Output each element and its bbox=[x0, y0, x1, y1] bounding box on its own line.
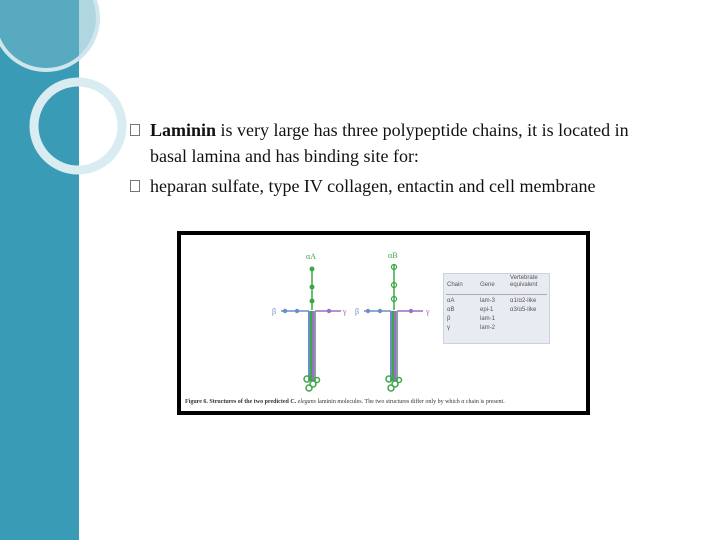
gamma-label: γ bbox=[426, 307, 430, 316]
alpha-domain bbox=[310, 299, 315, 304]
beta-domain bbox=[295, 309, 299, 313]
legend-divider bbox=[446, 294, 547, 295]
legend-chain: αA bbox=[447, 298, 455, 304]
legend-header-equivalent: equivalent bbox=[510, 282, 538, 288]
bullet-item bbox=[130, 117, 700, 169]
legend-gene: lam-3 bbox=[480, 298, 496, 304]
gamma-domain bbox=[409, 309, 413, 313]
bullet-text-cont: basal lamina and has binding site for: bbox=[150, 146, 419, 166]
alpha-domain bbox=[310, 285, 315, 290]
caption-bold: Figure 6. Structures of the two predicted C. bbox=[185, 399, 297, 405]
stem-alpha bbox=[310, 311, 312, 381]
legend-header-gene: Gene bbox=[480, 282, 495, 288]
stem-shade bbox=[396, 311, 398, 381]
figure-canvas bbox=[181, 235, 586, 411]
gamma-label: γ bbox=[343, 307, 347, 316]
beta-domain bbox=[283, 309, 287, 313]
caption-rest: laminin molecules. The two structures differ only by which α chain is present. bbox=[315, 399, 505, 405]
laminin-figure bbox=[177, 231, 590, 415]
legend-row bbox=[447, 307, 547, 315]
gamma-domain bbox=[327, 309, 331, 313]
legend-header-row bbox=[447, 282, 547, 290]
g-domain bbox=[306, 385, 312, 391]
bullet-marker-icon bbox=[130, 180, 140, 192]
bullet-item bbox=[130, 173, 700, 199]
legend-chain: β bbox=[447, 316, 451, 322]
alpha-domain bbox=[310, 267, 315, 272]
caption-italic: elegans bbox=[296, 399, 316, 405]
chain-gene-legend bbox=[443, 273, 550, 344]
bullet-text: heparan sulfate, type IV collagen, entactin and cell membrane bbox=[150, 176, 596, 196]
bullet-term: Laminin bbox=[150, 120, 217, 140]
legend-gene: epi-1 bbox=[480, 307, 494, 313]
figure-caption bbox=[185, 399, 505, 405]
beta-label: β bbox=[272, 307, 277, 316]
laminin-molecule-b bbox=[355, 251, 430, 391]
beta-domain bbox=[366, 309, 370, 313]
bullet-list bbox=[130, 117, 700, 199]
g-domain bbox=[388, 385, 394, 391]
stem-gamma bbox=[394, 311, 396, 381]
deco-ring-bottom bbox=[34, 82, 122, 170]
alpha-a-label: αA bbox=[306, 252, 316, 261]
g-domain bbox=[315, 378, 320, 383]
legend-header-chain: Chain bbox=[447, 282, 463, 288]
stem-beta bbox=[390, 311, 392, 381]
legend-chain: αB bbox=[447, 307, 455, 313]
bullet-text: is very large has three polypeptide chains, it is located in bbox=[216, 120, 629, 140]
stem-alpha bbox=[392, 311, 394, 381]
legend-gene: lam-1 bbox=[480, 316, 496, 322]
legend-row bbox=[447, 316, 547, 324]
legend-equiv: α3/α5-like bbox=[510, 307, 537, 313]
legend-chain: γ bbox=[447, 325, 450, 331]
legend-equiv: α1/α2-like bbox=[510, 298, 537, 304]
laminin-molecule-a bbox=[272, 252, 347, 391]
legend-row bbox=[447, 325, 547, 333]
g-domain bbox=[397, 378, 402, 383]
legend-row bbox=[447, 298, 547, 306]
bullet-marker-icon bbox=[130, 124, 140, 136]
legend-gene: lam-2 bbox=[480, 325, 496, 331]
beta-domain bbox=[378, 309, 382, 313]
alpha-b-label: αB bbox=[388, 251, 398, 260]
legend-header-vertebrate: Vertebrate bbox=[510, 275, 538, 281]
stem-shade bbox=[314, 311, 316, 381]
stem-beta bbox=[308, 311, 310, 381]
beta-label: β bbox=[355, 307, 360, 316]
stem-gamma bbox=[312, 311, 314, 381]
